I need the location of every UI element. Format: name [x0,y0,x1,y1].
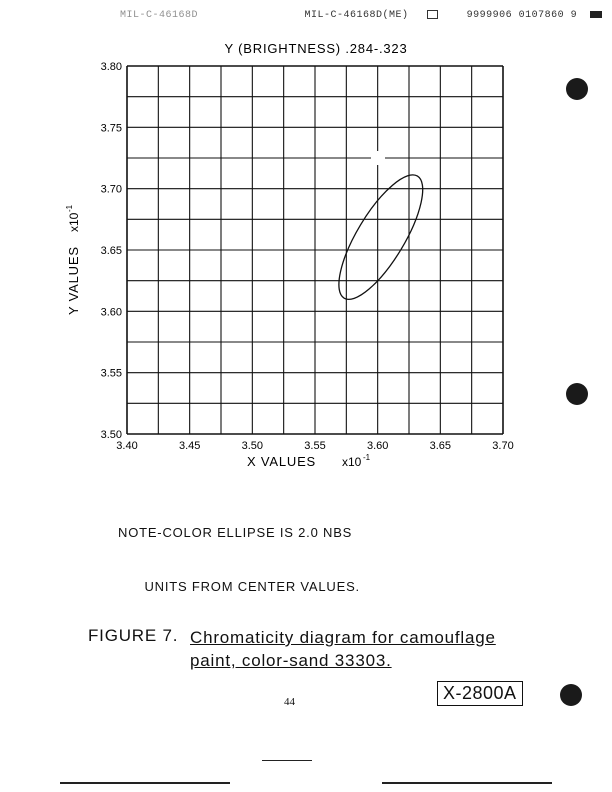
y-tick-label: 3.65 [100,245,122,257]
figure-caption [190,626,520,672]
x-axis-exponent: -1 [363,453,371,462]
x-tick-label: 3.55 [304,440,326,452]
footer-rule-left [60,782,230,784]
x-tick-label: 3.50 [241,440,264,452]
x-axis-title: X VALUES [247,454,317,469]
y-axis-exponent: -1 [65,204,74,212]
color-ellipse [324,164,438,310]
figure-label: FIGURE 7. [88,626,179,645]
punch-hole-icon [560,684,582,706]
chart-grid [127,66,503,434]
ellipse-note [118,488,360,614]
chart-title: Y (BRIGHTNESS) .284-.323 [224,41,408,56]
note-line-1: NOTE-COLOR ELLIPSE IS 2.0 NBS [118,525,353,540]
header-left-code: MIL-C-46168D [120,10,199,22]
caption-line-1: Chromaticity diagram for camouflage [190,628,496,647]
y-axis-title: Y VALUES [66,246,81,315]
footer-dash [262,760,312,761]
y-tick-label: 3.50 [100,429,122,441]
x-tick-label: 3.40 [116,440,138,452]
y-tick-label: 3.55 [100,367,122,380]
y-axis-label [65,204,81,315]
x-tick-label: 3.65 [429,440,452,452]
chart-tick-labels [101,61,514,452]
y-tick-label: 3.80 [100,61,122,73]
header-doc-id: MIL-C-46168D(ME) [304,10,409,22]
y-tick-label: 3.60 [100,306,122,319]
note-line-2: UNITS FROM CENTER VALUES. [118,579,360,594]
x-axis-scale: x10 [342,455,362,469]
footer-rule-right [382,782,552,784]
x-tick-label: 3.70 [492,440,514,452]
punch-hole-icon [566,78,588,100]
y-axis-scale: x10 [67,212,81,232]
x-tick-label: 3.60 [366,440,389,452]
page-number: 44 [284,696,295,708]
y-tick-label: 3.70 [100,183,122,196]
punch-hole-icon [566,383,588,405]
caption-line-2: paint, color-sand 33303. [190,651,392,670]
document-tag: X-2800A [437,681,523,706]
header-control-number: 9999906 0107860 9 [466,10,578,22]
y-tick-label: 3.75 [100,122,122,135]
x-tick-label: 3.45 [178,440,201,452]
x-axis-label [247,453,371,469]
